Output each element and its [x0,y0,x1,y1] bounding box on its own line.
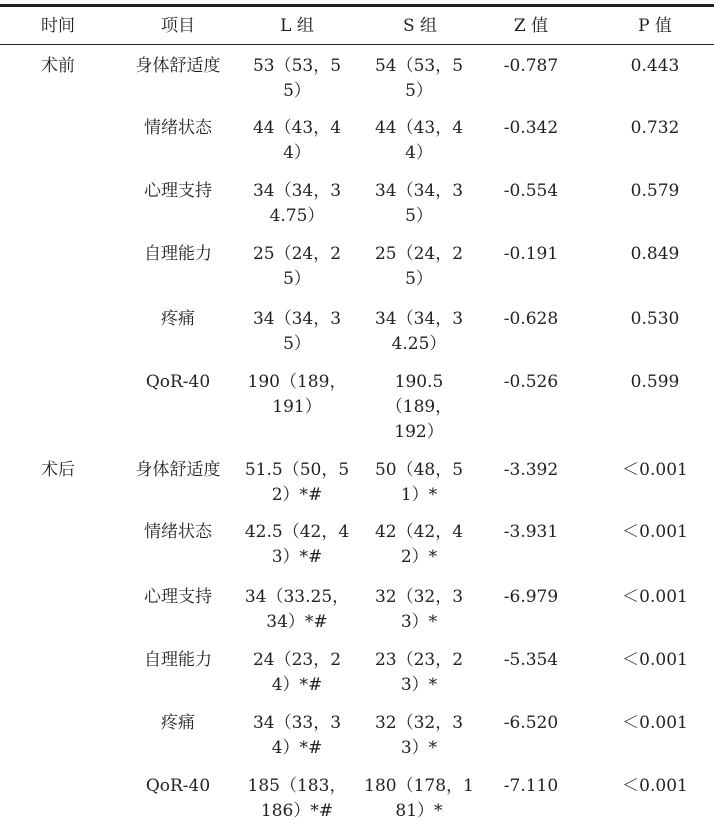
l-group-cell: 34（33，34）*# [252,713,342,758]
p-value-cell: ＜0.001 [622,522,688,542]
l-group-cell: 190（189，191） [247,372,347,417]
s-group-cell: 32（32，33）* [374,587,464,632]
p-value-cell: ＜0.001 [622,650,688,670]
z-value-cell: -6.520 [503,713,559,733]
s-group-cell: 23（23，23）* [374,650,464,695]
l-group-cell: 34（34，35） [252,309,342,354]
item-cell: 疼痛 [161,713,195,733]
header-z-value: Z 值 [513,16,549,36]
l-group-cell: 44（43，44） [252,118,342,163]
item-cell: QoR-40 [145,372,211,392]
table-header-rule [0,44,714,45]
s-group-cell: 42（42，42）* [374,522,464,567]
l-group-cell: 51.5（50，52）*# [244,460,350,505]
header-item: 项目 [161,16,195,36]
item-cell: 情绪状态 [144,522,212,542]
header-s-group: S 组 [402,16,438,36]
header-time: 时间 [41,16,75,36]
s-group-cell: 34（34，34.25） [374,309,464,354]
item-cell: 身体舒适度 [135,56,221,76]
z-value-cell: -0.191 [503,244,559,264]
item-cell: 心理支持 [144,181,212,201]
p-value-cell: 0.599 [630,372,680,392]
time-label-postop: 术后 [41,460,75,480]
s-group-cell: 25（24，25） [374,244,464,289]
s-group-cell: 34（34，35） [374,181,464,226]
l-group-cell: 42.5（42，43）*# [244,522,350,567]
p-value-cell: ＜0.001 [622,460,688,480]
l-group-cell: 34（34，34.75） [252,181,342,226]
l-group-cell: 53（53，55） [252,56,342,101]
p-value-cell: 0.849 [630,244,680,264]
l-group-cell: 185（183，186）*# [247,776,347,821]
p-value-cell: 0.530 [630,309,680,329]
p-value-cell: 0.579 [630,181,680,201]
table-top-rule [0,4,714,7]
l-group-cell: 24（23，24）*# [252,650,342,695]
s-group-cell: 190.5（189，192） [385,372,453,442]
item-cell: 自理能力 [144,244,212,264]
item-cell: 疼痛 [161,309,195,329]
z-value-cell: -0.342 [503,118,559,138]
p-value-cell: 0.443 [630,56,680,76]
p-value-cell: ＜0.001 [622,713,688,733]
z-value-cell: -5.354 [503,650,559,670]
z-value-cell: -0.554 [503,181,559,201]
item-cell: QoR-40 [145,776,211,796]
s-group-cell: 50（48，51）* [374,460,464,505]
time-label-preop: 术前 [41,56,75,76]
item-cell: 心理支持 [144,587,212,607]
z-value-cell: -6.979 [503,587,559,607]
s-group-cell: 44（43，44） [374,118,464,163]
z-value-cell: -3.392 [503,460,559,480]
z-value-cell: -0.526 [503,372,559,392]
l-group-cell: 25（24，25） [252,244,342,289]
item-cell: 情绪状态 [144,118,212,138]
z-value-cell: -0.787 [503,56,559,76]
z-value-cell: -0.628 [503,309,559,329]
s-group-cell: 54（53，55） [374,56,464,101]
p-value-cell: ＜0.001 [622,587,688,607]
s-group-cell: 32（32，33）* [374,713,464,758]
header-p-value: P 值 [638,16,672,36]
item-cell: 自理能力 [144,650,212,670]
z-value-cell: -3.931 [503,522,559,542]
z-value-cell: -7.110 [503,776,559,796]
item-cell: 身体舒适度 [135,460,221,480]
s-group-cell: 180（178，181）* [364,776,474,821]
p-value-cell: ＜0.001 [622,776,688,796]
p-value-cell: 0.732 [630,118,680,138]
header-l-group: L 组 [280,16,314,36]
l-group-cell: 34（33.25，34）*# [244,587,350,632]
